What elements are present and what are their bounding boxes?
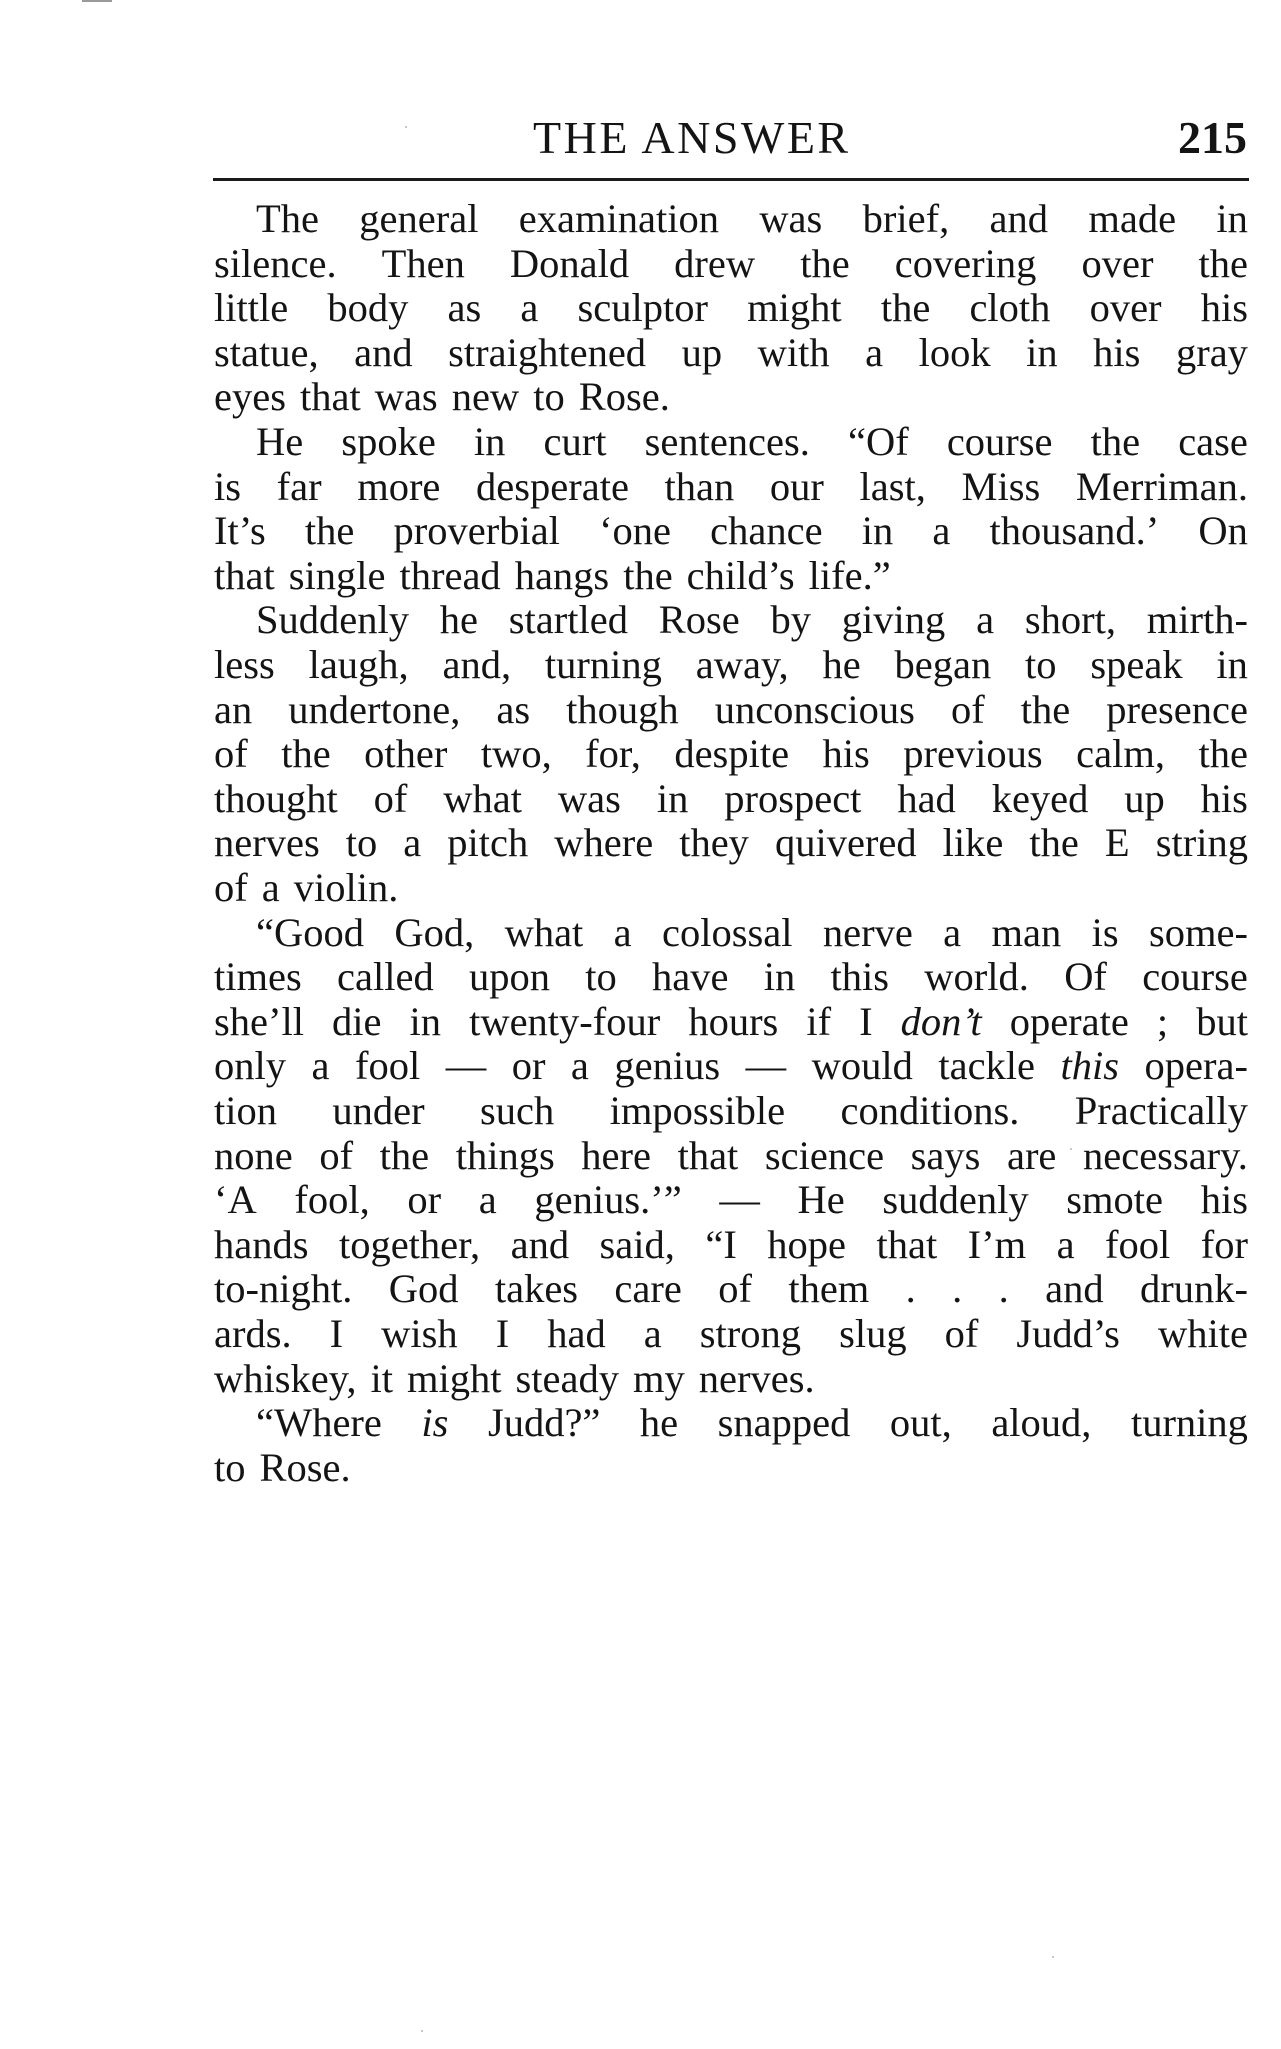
text-line: whiskey, it might steady my nerves. — [214, 1355, 815, 1401]
text-line: to-night. God takes care of them . . . and drunk- — [214, 1266, 1248, 1312]
paper-speck — [421, 2030, 423, 2032]
page-header — [213, 108, 1247, 168]
text-line: of the other two, for, despite his previous calm, the — [214, 731, 1248, 777]
text-line: “Where is Judd?” he snapped out, aloud, turning — [256, 1400, 1248, 1446]
text-line: He spoke in curt sentences. “Of course the case — [256, 419, 1248, 464]
text-line: ‘A fool, or a genius.’” — He suddenly smote his — [214, 1177, 1248, 1223]
text-line: The general examination was brief, and made in — [256, 196, 1248, 241]
text-line: “Good God, what a colossal nerve a man is some- — [256, 909, 1248, 955]
text-line: statue, and straightened up with a look in his gray — [214, 329, 1248, 375]
text-line: less laugh, and, turning away, he began to speak in — [214, 642, 1248, 687]
text-line: tion under such impossible conditions. Practically — [214, 1088, 1248, 1133]
text-line: nerves to a pitch where they quivered like the E string — [214, 820, 1248, 866]
header-rule — [213, 178, 1249, 181]
paper-speck — [1052, 1956, 1054, 1958]
running-title: THE ANSWER — [533, 112, 851, 163]
text-line: of a violin. — [214, 865, 399, 910]
text-line: ards. I wish I had a strong slug of Judd’s white — [214, 1311, 1248, 1356]
text-line: times called upon to have in this world. Of course — [214, 954, 1248, 1000]
text-line: none of the things here that science says are necessary. — [214, 1132, 1248, 1178]
text-line: she’ll die in twenty-four hours if I don’t operate ; but — [214, 998, 1248, 1044]
text-line: to Rose. — [214, 1444, 351, 1490]
text-line: only a fool — or a genius — would tackle this opera- — [214, 1043, 1248, 1089]
text-line: is far more desperate than our last, Miss Merriman. — [214, 463, 1248, 509]
text-line: hands together, and said, “I hope that I’m a fool for — [214, 1221, 1248, 1267]
text-line: thought of what was in prospect had keyed up his — [214, 775, 1248, 821]
text-line: silence. Then Donald drew the covering over the — [214, 240, 1248, 286]
text-line: an undertone, as though unconscious of the presence — [214, 686, 1248, 732]
page-number: 215 — [1178, 112, 1247, 163]
text-line: It’s the proverbial ‘one chance in a thousand.’ On — [214, 508, 1248, 554]
text-line: that single thread hangs the child’s life.” — [214, 552, 891, 598]
scan-edge-mark — [82, 0, 112, 2]
text-line: Suddenly he startled Rose by giving a short, mirth- — [256, 597, 1248, 643]
text-line: eyes that was new to Rose. — [214, 374, 670, 420]
text-line: little body as a sculptor might the cloth over his — [214, 285, 1248, 331]
